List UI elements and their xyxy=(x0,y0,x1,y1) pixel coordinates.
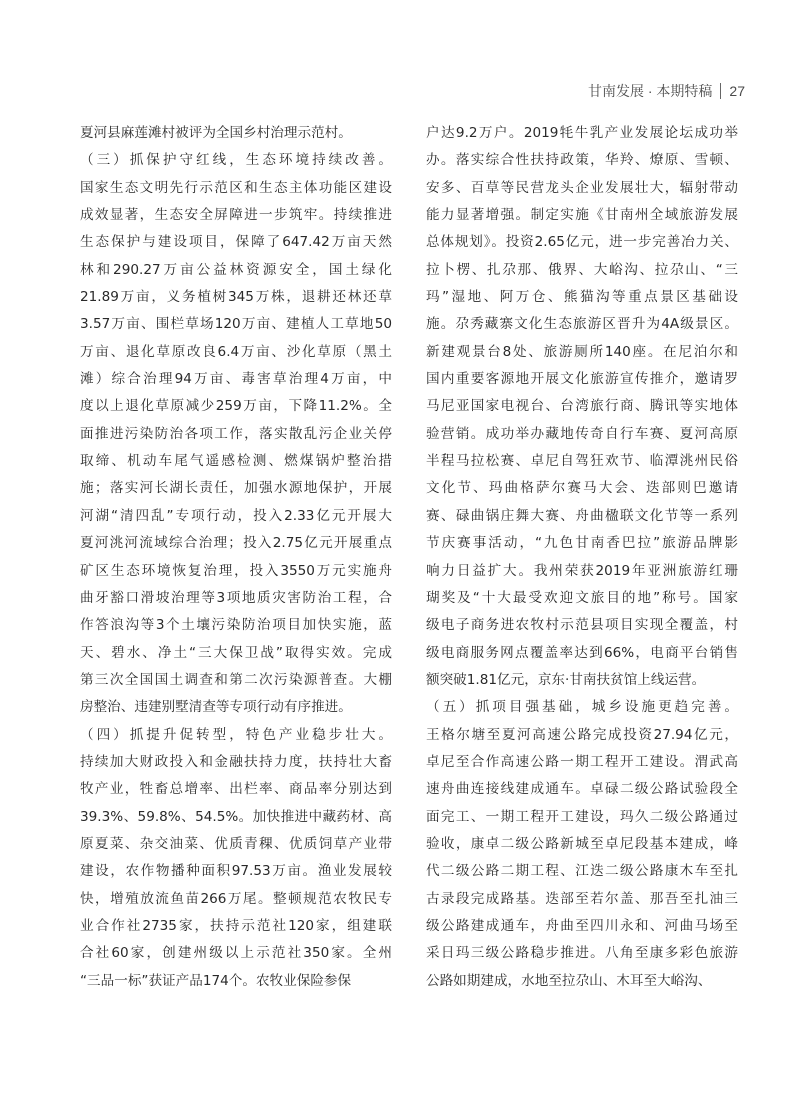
text-line: 户达9.2万户。2019牦牛乳产业发展论坛成功举 xyxy=(426,125,738,141)
text-line: 作答浪沟等3个土壤污染防治项目加快实施，蓝 xyxy=(80,617,392,634)
text-line: 能力显著增强。制定实施《甘南州全域旅游发展 xyxy=(426,207,738,224)
text-line: 代二级公路二期工程、江迭二级公路康木车至扎 xyxy=(426,863,738,880)
text-line: 林和290.27万亩公益林资源安全，国土绿化 xyxy=(80,261,392,278)
text-line: 3.57万亩、围栏草场120万亩、建植人工草地50 xyxy=(80,316,392,333)
text-line: 验营销。成功举办藏地传奇自行车赛、夏河高原 xyxy=(426,425,738,442)
text-line: 39.3%、59.8%、54.5%。加快推进中藏药材、高 xyxy=(80,808,392,825)
text-line: 面推进污染防治各项工作，落实散乱污企业关停 xyxy=(80,425,392,442)
text-line: 原夏菜、杂交油菜、优质青稞、优质饲草产业带 xyxy=(80,835,392,852)
text-line: 节庆赛事活动，“九色甘南香巴拉”旅游品牌影 xyxy=(426,535,738,552)
text-line: “三品一标”获证产品174个。农牧业保险参保 xyxy=(80,972,352,989)
section-title: 甘南发展 · 本期特稿 xyxy=(587,83,713,99)
text-line: 国家生态文明先行示范区和生态主体功能区建设 xyxy=(80,179,392,196)
text-line: （三）抓保护守红线，生态环境持续改善。 xyxy=(80,152,392,169)
running-header xyxy=(588,80,745,102)
text-line: 度以上退化草原减少259万亩，下降11.2%。全 xyxy=(80,398,392,415)
text-line: 生态保护与建设项目，保障了647.42万亩天然 xyxy=(80,234,392,251)
text-line: 响力日益扩大。我州荣获2019年亚洲旅游红珊 xyxy=(426,562,738,579)
text-line: 21.89万亩，义务植树345万株，退耕还林还草 xyxy=(80,289,392,306)
text-line: 持续加大财政投入和金融扶持力度，扶持壮大畜 xyxy=(80,753,392,770)
text-line: 曲牙豁口滑坡治理等3项地质灾害防治工程，合 xyxy=(80,589,392,606)
text-line: 牧产业，牲畜总增率、出栏率、商品率分别达到 xyxy=(80,781,392,798)
right-text-column xyxy=(426,120,738,995)
text-line: 卓尼至合作高速公路一期工程开工建设。渭武高 xyxy=(426,753,738,770)
text-line: 滩）综合治理94万亩、毒害草治理4万亩，中 xyxy=(80,371,392,388)
text-line: 级电商服务网点覆盖率达到66%，电商平台销售 xyxy=(426,644,738,661)
text-line: 房整治、违建别墅清查等专项行动有序推进。 xyxy=(80,699,352,716)
text-line: 建设，农作物播种面积97.53万亩。渔业发展较 xyxy=(80,863,392,880)
text-line: 拉卜楞、扎尕那、俄界、大峪沟、拉尕山、“三 xyxy=(426,261,738,278)
text-line: 半程马拉松赛、卓尼自驾狂欢节、临潭洮州民俗 xyxy=(426,453,738,470)
text-line: 矿区生态环境恢复治理，投入3550万元实施舟 xyxy=(80,562,392,579)
text-line: 新建观景台8处、旅游厕所140座。在尼泊尔和 xyxy=(426,343,738,360)
text-line: 级公路建成通车，舟曲至四川永和、河曲马场至 xyxy=(426,917,738,934)
text-line: 夏河县麻莲滩村被评为全国乡村治理示范村。 xyxy=(80,125,352,141)
text-line: 安多、百草等民营龙头企业发展壮大，辐射带动 xyxy=(426,179,738,196)
text-line: （五）抓项目强基础，城乡设施更趋完善。 xyxy=(426,699,738,716)
text-line: 采日玛三级公路稳步推进。八角至康多彩色旅游 xyxy=(426,945,738,962)
text-line: 验收，康卓二级公路新城至卓尼段基本建成，峰 xyxy=(426,835,738,852)
header-divider xyxy=(720,83,721,99)
text-line: 施；落实河长湖长责任，加强水源地保护，开展 xyxy=(80,480,392,497)
text-line: 玛”湿地、阿万仓、熊猫沟等重点景区基础设 xyxy=(426,289,738,306)
text-line: 王格尔塘至夏河高速公路完成投资27.94亿元， xyxy=(426,726,738,743)
text-line: 业合作社2735家，扶持示范社120家，组建联 xyxy=(80,917,392,934)
text-line: 文化节、玛曲格萨尔赛马大会、迭部则巴邀请 xyxy=(426,480,738,497)
text-line: 马尼亚国家电视台、台湾旅行商、腾讯等实地体 xyxy=(426,398,738,415)
text-line: 国内重要客源地开展文化旅游宣传推介，邀请罗 xyxy=(426,371,738,388)
text-line: 成效显著，生态安全屏障进一步筑牢。持续推进 xyxy=(80,207,392,224)
text-line: 办。落实综合性扶持政策，华羚、燎原、雪顿、 xyxy=(426,152,738,169)
text-line: 取缔、机动车尾气遥感检测、燃煤锅炉整治措 xyxy=(80,453,392,470)
text-line: 额突破1.81亿元，京东·甘南扶贫馆上线运营。 xyxy=(426,671,706,688)
text-line: 河湖“清四乱”专项行动，投入2.33亿元开展大 xyxy=(80,507,392,524)
text-line: 总体规划》。投资2.65亿元，进一步完善冶力关、 xyxy=(426,234,738,251)
text-line: 合社60家，创建州级以上示范社350家。全州 xyxy=(80,945,392,962)
text-line: 面完工、一期工程开工建设，玛久二级公路通过 xyxy=(426,808,738,825)
text-line: 赛、碌曲锅庄舞大赛、舟曲楹联文化节等一系列 xyxy=(426,507,738,524)
text-line: 施。尕秀藏寨文化生态旅游区晋升为4A级景区。 xyxy=(426,316,738,333)
text-line: 天、碧水、净土“三大保卫战”取得实效。完成 xyxy=(80,644,392,661)
left-text-column xyxy=(80,120,392,995)
text-line: 夏河洮河流域综合治理；投入2.75亿元开展重点 xyxy=(80,535,392,552)
page-number: 27 xyxy=(729,83,745,99)
text-line: （四）抓提升促转型，特色产业稳步壮大。 xyxy=(80,726,392,743)
text-line: 瑚奖及“十大最受欢迎文旅目的地”称号。国家 xyxy=(426,589,738,606)
text-line: 古录段完成路基。迭部至若尔盖、那吾至扎油三 xyxy=(426,890,738,907)
text-line: 第三次全国国土调查和第二次污染源普查。大棚 xyxy=(80,671,392,688)
text-line: 公路如期建成，水地至拉尕山、木耳至大峪沟、 xyxy=(426,972,712,989)
text-line: 速舟曲连接线建成通车。卓碌二级公路试验段全 xyxy=(426,781,738,798)
text-line: 快，增殖放流鱼苗266万尾。整顿规范农牧民专 xyxy=(80,890,392,907)
text-line: 级电子商务进农牧村示范县项目实现全覆盖，村 xyxy=(426,617,738,634)
text-line: 万亩、退化草原改良6.4万亩、沙化草原（黑土 xyxy=(80,343,392,360)
